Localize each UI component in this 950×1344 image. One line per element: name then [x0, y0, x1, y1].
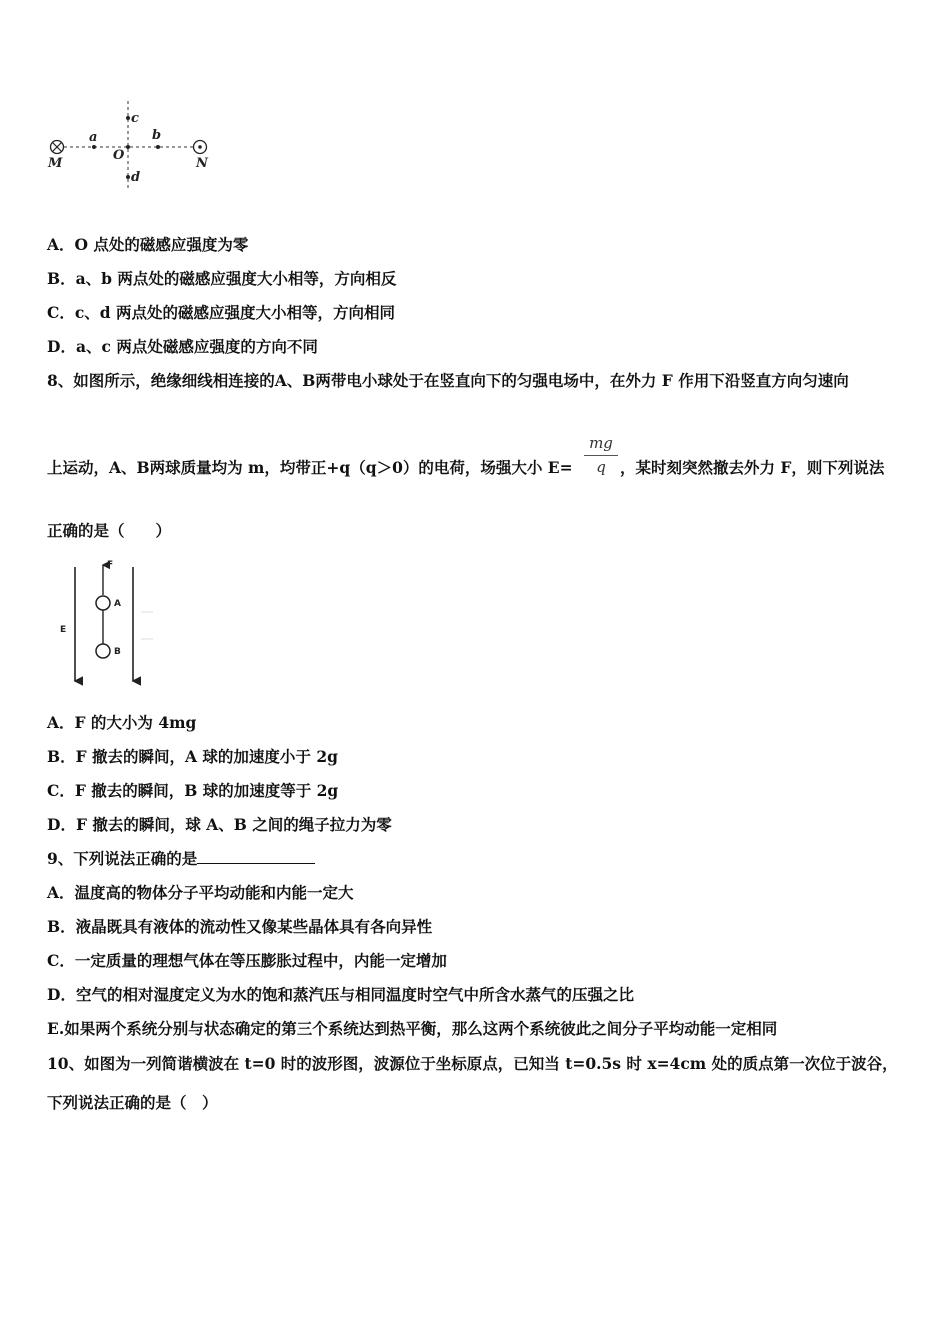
label-E: E [60, 625, 67, 635]
wire-out-of-page-icon [194, 141, 207, 154]
q8-stem-line2-tail: ，某时刻突然撤去外力 F，则下列说法 [620, 458, 885, 477]
q9-option-c: C．一定质量的理想气体在等压膨胀过程中，内能一定增加 [47, 951, 447, 970]
answer-blank [197, 849, 315, 864]
wire-into-page-icon [51, 141, 64, 154]
fraction-denominator: q [596, 458, 606, 476]
label-M: M [48, 156, 63, 171]
charged-balls-figure [55, 555, 165, 690]
label-d: d [131, 170, 141, 185]
q7-option-d: D．a、c 两点处磁感应强度的方向不同 [47, 337, 318, 356]
label-A: A [114, 599, 121, 609]
q8-option-b: B．F 撤去的瞬间，A 球的加速度小于 2g [47, 747, 338, 766]
q8-option-d: D．F 撤去的瞬间，球 A、B 之间的绳子拉力为零 [47, 815, 392, 834]
field-strength-fraction [584, 434, 618, 476]
q10-stem-line1: 10、如图为一列简谐横波在 t=0 时的波形图，波源位于坐标原点，已知当 t=0.5s 时 x=4cm 处的质点第一次位于波谷， [47, 1054, 898, 1073]
q8-stem-line2: 上运动，A、B两球质量均为 m，均带正+q（q＞0）的电荷，场强大小 E= [47, 458, 573, 477]
q7-option-a: A．O 点处的磁感应强度为零 [47, 235, 249, 254]
label-N: N [196, 156, 208, 171]
fraction-numerator: mg [589, 434, 613, 452]
q9-option-a: A．温度高的物体分子平均动能和内能一定大 [47, 883, 354, 902]
q8-option-c: C．F 撤去的瞬间，B 球的加速度等于 2g [47, 781, 339, 800]
q9-option-b: B．液晶既具有液体的流动性又像某些晶体具有各向异性 [47, 917, 433, 936]
q9-stem [47, 848, 315, 870]
label-a: a [89, 130, 98, 145]
magnetic-field-figure [40, 95, 230, 195]
label-F: F [107, 560, 114, 570]
q8-option-a: A．F 的大小为 4mg [47, 713, 197, 732]
label-c: c [131, 111, 139, 126]
label-O: O [113, 148, 125, 163]
label-B: B [114, 647, 121, 657]
label-b: b [152, 128, 162, 143]
q8-stem-line3: 正确的是（ ） [47, 521, 172, 540]
q10-stem-line2: 下列说法正确的是（ ） [47, 1093, 218, 1112]
q7-option-c: C．c、d 两点处的磁感应强度大小相等，方向相同 [47, 303, 396, 322]
q7-option-b: B．a、b 两点处的磁感应强度大小相等，方向相反 [47, 269, 397, 288]
q9-option-d: D．空气的相对湿度定义为水的饱和蒸汽压与相同温度时空气中所含水蒸气的压强之比 [47, 985, 634, 1004]
q8-stem-line1: 8、如图所示，绝缘细线相连接的A、B两带电小球处于在竖直向下的匀强电场中，在外力 F 作用下沿竖直方向匀速向 [47, 371, 849, 390]
q9-option-e: E.如果两个系统分别与状态确定的第三个系统达到热平衡，那么这两个系统彼此之间分子平均动能一定相同 [47, 1019, 778, 1038]
q9-stem-text: 9、下列说法正确的是 [47, 849, 198, 868]
